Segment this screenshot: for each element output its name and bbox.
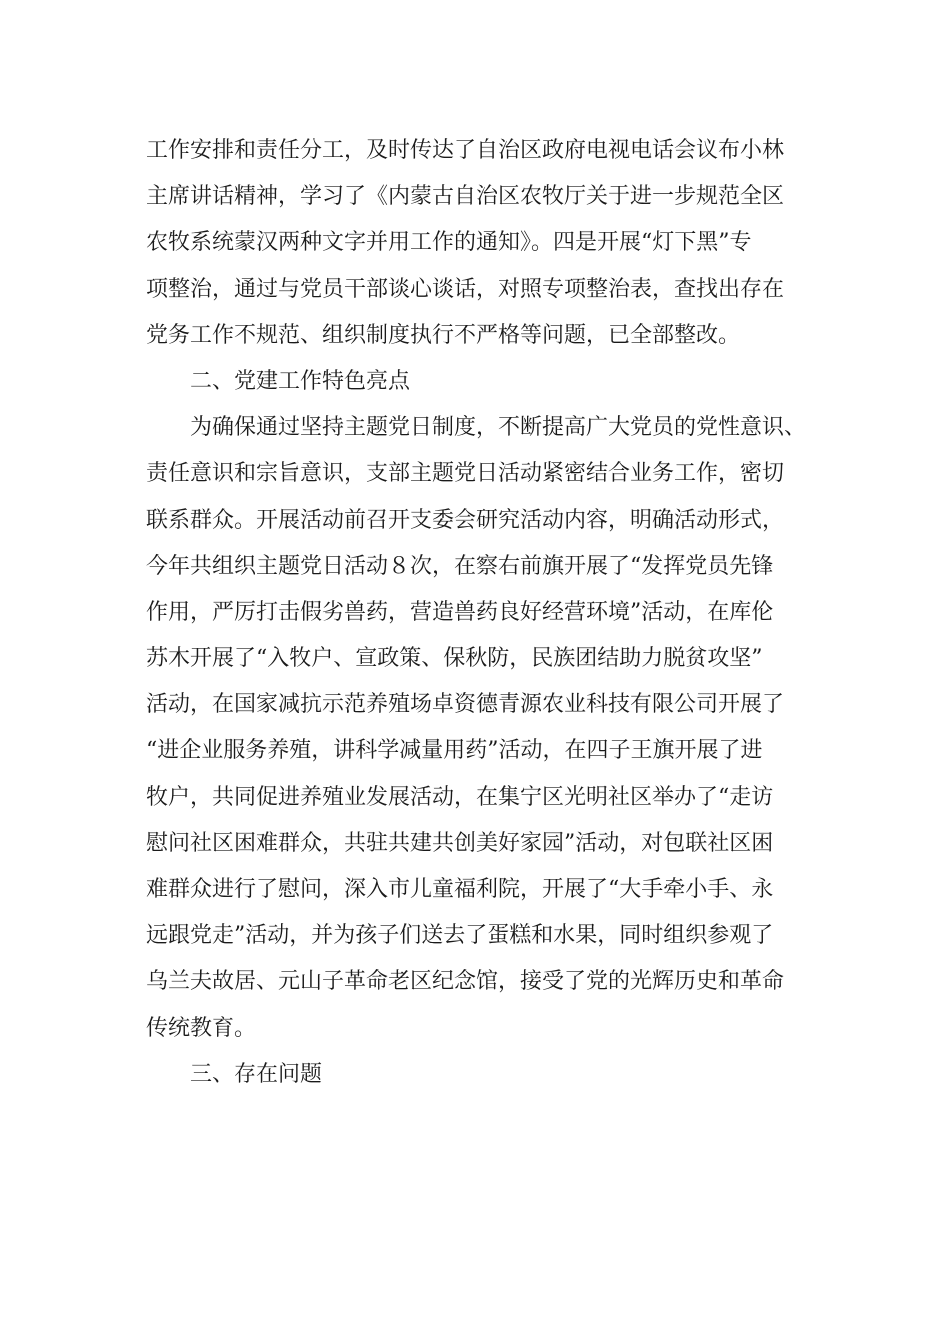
- paragraph-line: 远跟党走”活动，并为孩子们送去了蛋糕和水果，同时组织参观了: [146, 923, 774, 949]
- paragraph-line: 乌兰夫故居、元山子革命老区纪念馆，接受了党的光辉历史和革命: [146, 969, 785, 995]
- paragraph-line: 主席讲话精神，学习了《内蒙古自治区农牧厅关于进一步规范全区: [146, 184, 785, 210]
- paragraph-line: 慰问社区困难群众，共驻共建共创美好家园”活动，对包联社区困: [146, 830, 774, 856]
- paragraph-line: 项整治，通过与党员干部谈心谈话，对照专项整治表，查找出存在: [146, 276, 785, 302]
- paragraph-line: 工作安排和责任分工，及时传达了自治区政府电视电话会议布小林: [146, 138, 785, 163]
- paragraph-line: 苏木开展了“入牧户、宣政策、保秋防，民族团结助力脱贫攻坚”: [146, 646, 763, 672]
- document-body: [146, 128, 806, 1098]
- paragraph-line: 牧户，共同促进养殖业发展活动，在集宁区光明社区举办了“走访: [146, 784, 774, 810]
- paragraph-line: 为确保通过坚持主题党日制度，不断提高广大党员的党性意识、: [190, 415, 807, 441]
- section-heading: 二、党建工作特色亮点: [190, 368, 411, 394]
- paragraph-line: 责任意识和宗旨意识，支部主题党日活动紧密结合业务工作，密切: [146, 461, 785, 487]
- paragraph-line: 农牧系统蒙汉两种文字并用工作的通知》。四是开展“灯下黑”专: [146, 230, 752, 256]
- paragraph-line: 联系群众。开展活动前召开支委会研究活动内容，明确活动形式，: [146, 507, 785, 533]
- section-heading: 三、存在问题: [190, 1061, 323, 1087]
- paragraph-line: 党务工作不规范、组织制度执行不严格等问题，已全部整改。: [146, 322, 741, 348]
- paragraph-line: 难群众进行了慰问，深入市儿童福利院，开展了“大手牵小手、永: [146, 877, 774, 902]
- paragraph-line: 今年共组织主题党日活动８次，在察右前旗开展了“发挥党员先锋: [146, 553, 774, 579]
- paragraph-line: 作用，严厉打击假劣兽药，营造兽药良好经营环境”活动，在库伦: [146, 599, 774, 625]
- paragraph-line: “进企业服务养殖，讲科学减量用药”活动，在四子王旗开展了进: [146, 738, 763, 764]
- paragraph-line: 活动，在国家减抗示范养殖场卓资德青源农业科技有限公司开展了: [146, 692, 785, 718]
- paragraph-line: 传统教育。: [146, 1015, 257, 1041]
